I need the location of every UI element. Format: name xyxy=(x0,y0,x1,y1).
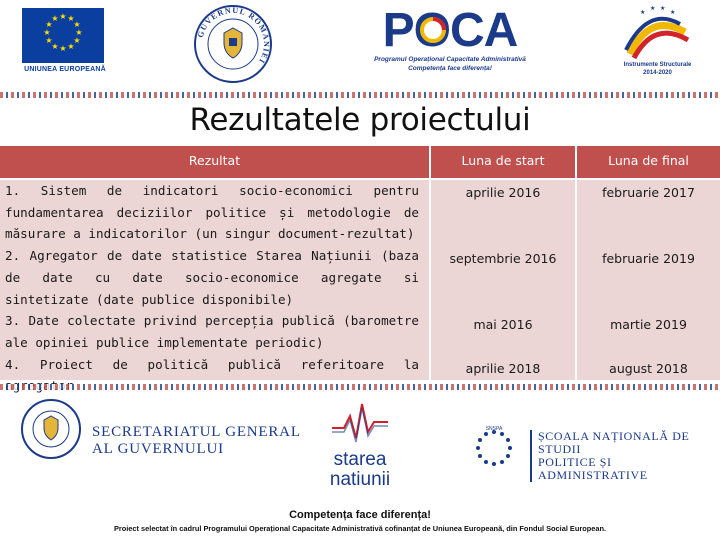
poca-wordmark xyxy=(360,4,540,52)
svg-text:★: ★ xyxy=(75,28,83,37)
header-final-month: Luna de final xyxy=(577,146,720,178)
structural-instruments-logo xyxy=(610,2,705,84)
final-column-bg xyxy=(577,180,720,380)
structural-instruments-icon xyxy=(610,2,705,62)
header-start-month: Luna de start xyxy=(431,146,575,178)
svg-text:★: ★ xyxy=(67,42,75,51)
svg-text:POCA: POCA xyxy=(382,4,518,52)
snspa-name xyxy=(530,430,720,482)
logo-band xyxy=(0,0,720,92)
header-result: Rezultat xyxy=(0,146,429,178)
sgg-line2: AL GUVERNULUI xyxy=(92,441,224,457)
instruments-period: 2014-2020 xyxy=(643,70,672,76)
svg-text:★: ★ xyxy=(45,20,53,29)
snspa-emblem-icon xyxy=(468,422,520,474)
table-header-row xyxy=(0,146,720,178)
poca-logo xyxy=(360,4,540,84)
svg-text:★: ★ xyxy=(51,42,59,51)
snspa-line1: ȘCOALA NAȚIONALĂ DE STUDII xyxy=(538,429,690,456)
start-column-bg xyxy=(431,180,575,380)
sgg-seal-icon xyxy=(20,398,82,460)
table-row-result: 3. Date colectate privind percepția publică (barometre ale opiniei publice implementate periodic) xyxy=(5,313,419,350)
row4-start-month: aprilie 2018 xyxy=(465,361,541,376)
decorative-strip-bottom xyxy=(0,384,720,390)
svg-text:★: ★ xyxy=(51,14,59,23)
svg-text:★: ★ xyxy=(67,14,75,23)
starea-line2: natiunii xyxy=(329,469,391,490)
svg-text:★: ★ xyxy=(73,20,81,29)
sgg-name xyxy=(92,424,301,458)
table-row-result: 2. Agregator de date statistice Starea Națiunii (baza de date cu date socio-economice agregate si sintetizate (date publice disponibile) xyxy=(5,248,419,307)
poca-subtitle: Programul Operațional Capacitate Administrativă xyxy=(374,56,526,63)
svg-text:SNSPA: SNSPA xyxy=(485,426,503,432)
starea-natiunii-logo xyxy=(300,450,420,490)
eu-flag-icon xyxy=(22,8,104,63)
svg-text:★: ★ xyxy=(660,5,666,12)
decorative-strip-top xyxy=(0,92,720,98)
svg-text:★: ★ xyxy=(43,28,51,37)
government-seal-icon xyxy=(193,4,273,84)
row3-final-month: martie 2019 xyxy=(610,317,687,332)
row4-final-month: august 2018 xyxy=(609,361,688,376)
starea-line1: starea xyxy=(333,449,387,470)
footer-slogan: Competența face diferența! xyxy=(289,509,431,521)
results-description xyxy=(5,180,419,397)
row1-start-month: aprilie 2016 xyxy=(465,185,541,200)
footer-funding-note: Proiect selectat în cadrul Programului Operațional Capacitate Administrativă cofinanțat de Uniunea Europeană, din Fondul Social European. xyxy=(113,524,607,533)
table-row-result: 4. Proiect de politică publică referitoare la xyxy=(5,356,419,372)
svg-text:★: ★ xyxy=(670,9,676,16)
svg-text:GUVERNUL ROMÂNIEI: GUVERNUL ROMÂNIEI xyxy=(195,5,272,66)
svg-text:★: ★ xyxy=(45,36,53,45)
row3-start-month: mai 2016 xyxy=(473,317,533,332)
pulse-line-icon xyxy=(330,398,390,446)
svg-text:★: ★ xyxy=(650,5,656,12)
table-row-result: 1. Sistem de indicatori socio-economici pentru fundamentarea deciziilor politice și metodologie de măsurare a indicatorilor (un singur document-rezultat) xyxy=(5,183,419,242)
snspa-line2: POLITICE ȘI ADMINISTRATIVE xyxy=(538,455,648,482)
instruments-caption: Instrumente Structurale xyxy=(623,62,692,68)
page-title: Rezultatele proiectului xyxy=(189,102,531,138)
row2-start-month: septembrie 2016 xyxy=(449,251,557,266)
eu-caption: UNIUNEA EUROPEANĂ xyxy=(24,66,106,73)
svg-text:★: ★ xyxy=(59,44,67,53)
sgg-line1: SECRETARIATUL GENERAL xyxy=(92,424,301,440)
row1-final-month: februarie 2017 xyxy=(602,185,695,200)
svg-text:★: ★ xyxy=(73,36,81,45)
svg-text:★: ★ xyxy=(59,12,67,21)
svg-text:★: ★ xyxy=(640,9,646,16)
poca-slogan: Competența face diferența! xyxy=(408,65,492,72)
row2-final-month: februarie 2019 xyxy=(602,251,695,266)
